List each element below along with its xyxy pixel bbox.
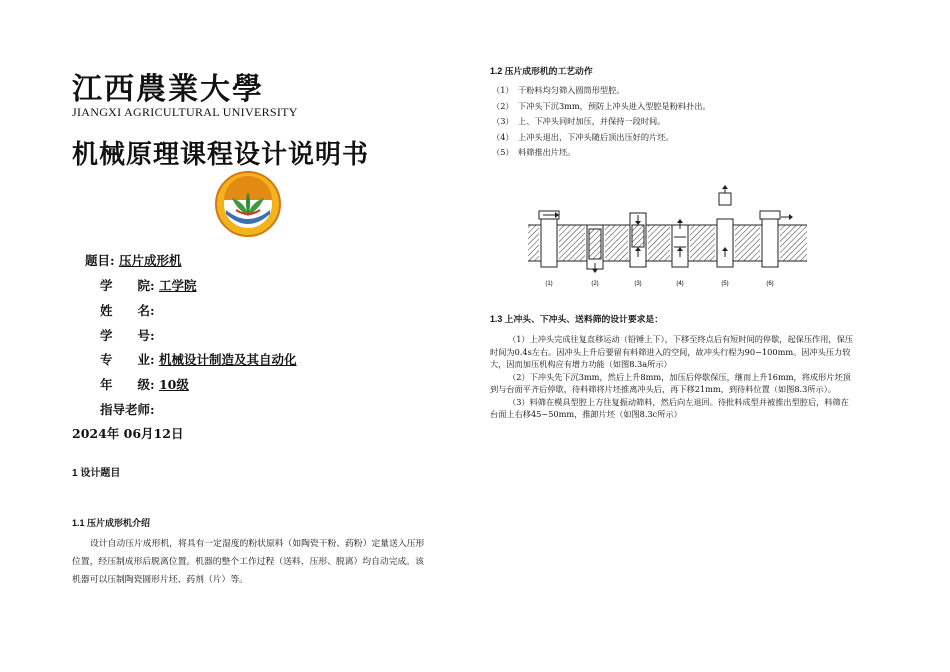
college-value: 工学院 — [158, 278, 197, 293]
process-step: （5） 料筛推出片坯。 — [492, 147, 576, 157]
design-requirements — [490, 333, 856, 421]
section-1-1-line: 机器可以压制陶瓷圆形片坯、药剂（片）等。 — [72, 575, 248, 585]
process-step: （3） 上、下冲头同时加压，并保持一段时间。 — [492, 116, 666, 126]
requirement-paragraph: （2）下冲头先下沉3mm，然后上升8mm，加压后停歇保压，继而上升16mm，将成形片坯顶到与台面平齐后停歇，待料筛将片坯推离冲头后，再下移21mm，到待料位置（如图8.3所示）。 — [490, 371, 851, 394]
school-name-english: JIANGXI AGRICULTURAL UNIVERSITY — [72, 105, 298, 119]
date-row — [72, 424, 183, 442]
section-1-heading: 1 设计题目 — [72, 468, 121, 479]
grade-value: 10级 — [158, 377, 189, 392]
college-row — [100, 276, 197, 294]
process-step: （2） 下冲头下沉3mm，预防上冲头进入型腔是粉料扑出。 — [492, 100, 711, 111]
figure-label: (4) — [676, 281, 684, 287]
section-1-1-body — [72, 535, 467, 589]
topic-row — [85, 251, 182, 269]
section-1-1-line: 设计自动压片成形机，将具有一定湿度的粉状原料（如陶瓷干粉、药粉）定量送入压形 — [90, 539, 425, 549]
process-steps-list — [492, 83, 892, 161]
process-step: （4） 上冲头退出，下冲头随后顶出压好的片坯。 — [492, 131, 674, 142]
school-name-chinese: 江西農業大學 — [72, 72, 264, 107]
figure-label: (3) — [634, 281, 642, 287]
process-step: （1） 干粉料均匀筛入圆筒形型腔。 — [492, 85, 625, 95]
major-label: 专 业: — [100, 352, 155, 367]
topic-label: 题目: — [85, 253, 115, 268]
section-1-1-heading: 1.1 压片成形机介绍 — [72, 518, 151, 528]
figure-label: (5) — [721, 281, 729, 287]
section-1-2-heading: 1.2 压片成形机的工艺动作 — [490, 66, 593, 76]
figure-label: (1) — [545, 281, 553, 287]
name-label: 姓 名: — [100, 303, 155, 318]
section-1-1-line: 位置，经压制成形后脱离位置。机器的整个工作过程（送料、压形、脱离）均自动完成。该 — [72, 557, 424, 567]
major-row — [100, 350, 297, 368]
advisor-label: 指导老师: — [100, 402, 155, 417]
advisor-row — [100, 400, 155, 418]
section-1-3-heading: 1.3 上冲头、下冲头、送料筛的设计要求是： — [490, 314, 664, 324]
student-id-label: 学 号: — [100, 328, 155, 343]
figure-label: (6) — [766, 281, 774, 287]
grade-row — [100, 375, 189, 393]
student-id-row — [100, 326, 155, 344]
document-title: 机械原理课程设计说明书 — [72, 140, 370, 170]
grade-label: 年 级: — [100, 377, 155, 392]
topic-value: 压片成形机 — [118, 253, 182, 268]
figure-label: (2) — [591, 281, 599, 287]
process-figure — [525, 185, 810, 294]
date-month-day: 06月12日 — [123, 426, 184, 441]
name-row — [100, 301, 155, 319]
requirement-paragraph: （1）上冲头完成往复直移运动（铅锤上下），下移至终点后有短时间的停歇，起保压作用，保压时间为0.4s左右。因冲头上升后要留有料筛进入的空间，故冲头行程为90~100mm。因冲头压力较大，因而加压机构应有增力功能（如图8.3a所示） — [490, 334, 853, 369]
requirement-paragraph: （3）料筛在模具型腔上方往复振动筛料，然后向左退回。待批料成型并被推出型腔后，料筛在台面上右移45~50mm，推卸片坯（如图8.3c所示） — [490, 396, 849, 419]
major-value: 机械设计制造及其自动化 — [158, 352, 297, 367]
university-emblem-icon — [214, 170, 282, 238]
date-year: 2024年 — [72, 426, 120, 441]
college-label: 学 院: — [100, 278, 155, 293]
